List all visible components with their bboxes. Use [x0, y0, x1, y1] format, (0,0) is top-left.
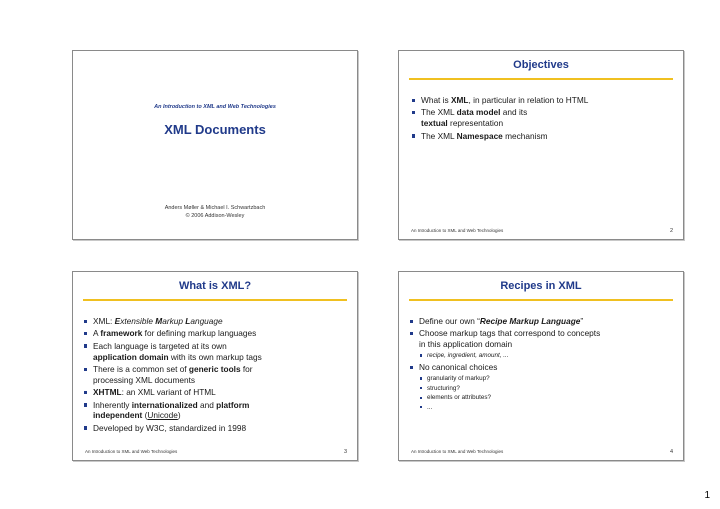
bullet-list — [409, 316, 675, 414]
list-item: Choose markup tags that correspond to concepts in this application domain recipe, ingredient, amount, ... — [409, 328, 675, 360]
list-item: The XML data model and its textual representation — [411, 107, 675, 129]
list-item: Define our own “Recipe Markup Language” — [409, 316, 675, 327]
slide-number: 2 — [669, 228, 673, 234]
list-item: A framework for defining markup languages — [83, 328, 349, 339]
slide-3 — [72, 271, 358, 461]
title-underline — [409, 299, 673, 301]
presentation-title: XML Documents — [164, 122, 266, 137]
list-item: What is XML, in particular in relation to HTML — [411, 95, 675, 106]
slide-title: What is XML? — [178, 280, 252, 292]
list-item: XML: Extensible Markup Language — [83, 316, 349, 327]
list-item: There is a common set of generic tools for processing XML documents — [83, 364, 349, 386]
slide-title: Objectives — [513, 59, 569, 71]
list-item: Inherently internationalized and platform independent (Unicode) — [83, 400, 349, 422]
title-underline — [409, 78, 673, 80]
list-item: XHTML: an XML variant of HTML — [83, 387, 349, 398]
unicode-link[interactable]: Unicode — [147, 410, 178, 421]
sub-list-item: structuring? — [419, 384, 675, 394]
bullet-list — [411, 95, 675, 143]
sub-list-item: granularity of markup? — [419, 374, 675, 384]
slide-footer: An Introduction to XML and Web Technologies — [85, 449, 178, 454]
list-item: Each language is targeted at its own application domain with its own markup tags — [83, 341, 349, 363]
sheet-page-number: 1 — [704, 490, 710, 501]
book-title: An Introduction to XML and Web Technologies — [154, 104, 276, 110]
slide-footer: An Introduction to XML and Web Technologies — [411, 449, 504, 454]
slide-4 — [398, 271, 684, 461]
sub-list-item: elements or attributes? — [419, 393, 675, 403]
list-item: Developed by W3C, standardized in 1998 — [83, 423, 349, 434]
sub-list-item: ... — [419, 403, 675, 413]
slide-2 — [398, 50, 684, 240]
sub-list — [419, 351, 675, 361]
slide-number: 4 — [669, 449, 673, 455]
slide-1 — [72, 50, 358, 240]
sub-list — [419, 374, 675, 412]
slide-number: 3 — [343, 449, 347, 455]
list-item: The XML Namespace mechanism — [411, 131, 675, 142]
slide-footer: An Introduction to XML and Web Technologies — [411, 228, 504, 233]
authors: Anders Møller & Michael I. Schwartzbach — [164, 205, 266, 211]
copyright: © 2006 Addison-Wesley — [185, 213, 245, 219]
bullet-list — [83, 316, 349, 435]
sub-list-item: recipe, ingredient, amount, ... — [419, 351, 675, 361]
list-item: No canonical choices granularity of markup? structuring? elements or attributes? ... — [409, 362, 675, 412]
title-underline — [83, 299, 347, 301]
slide-title: Recipes in XML — [500, 280, 582, 292]
